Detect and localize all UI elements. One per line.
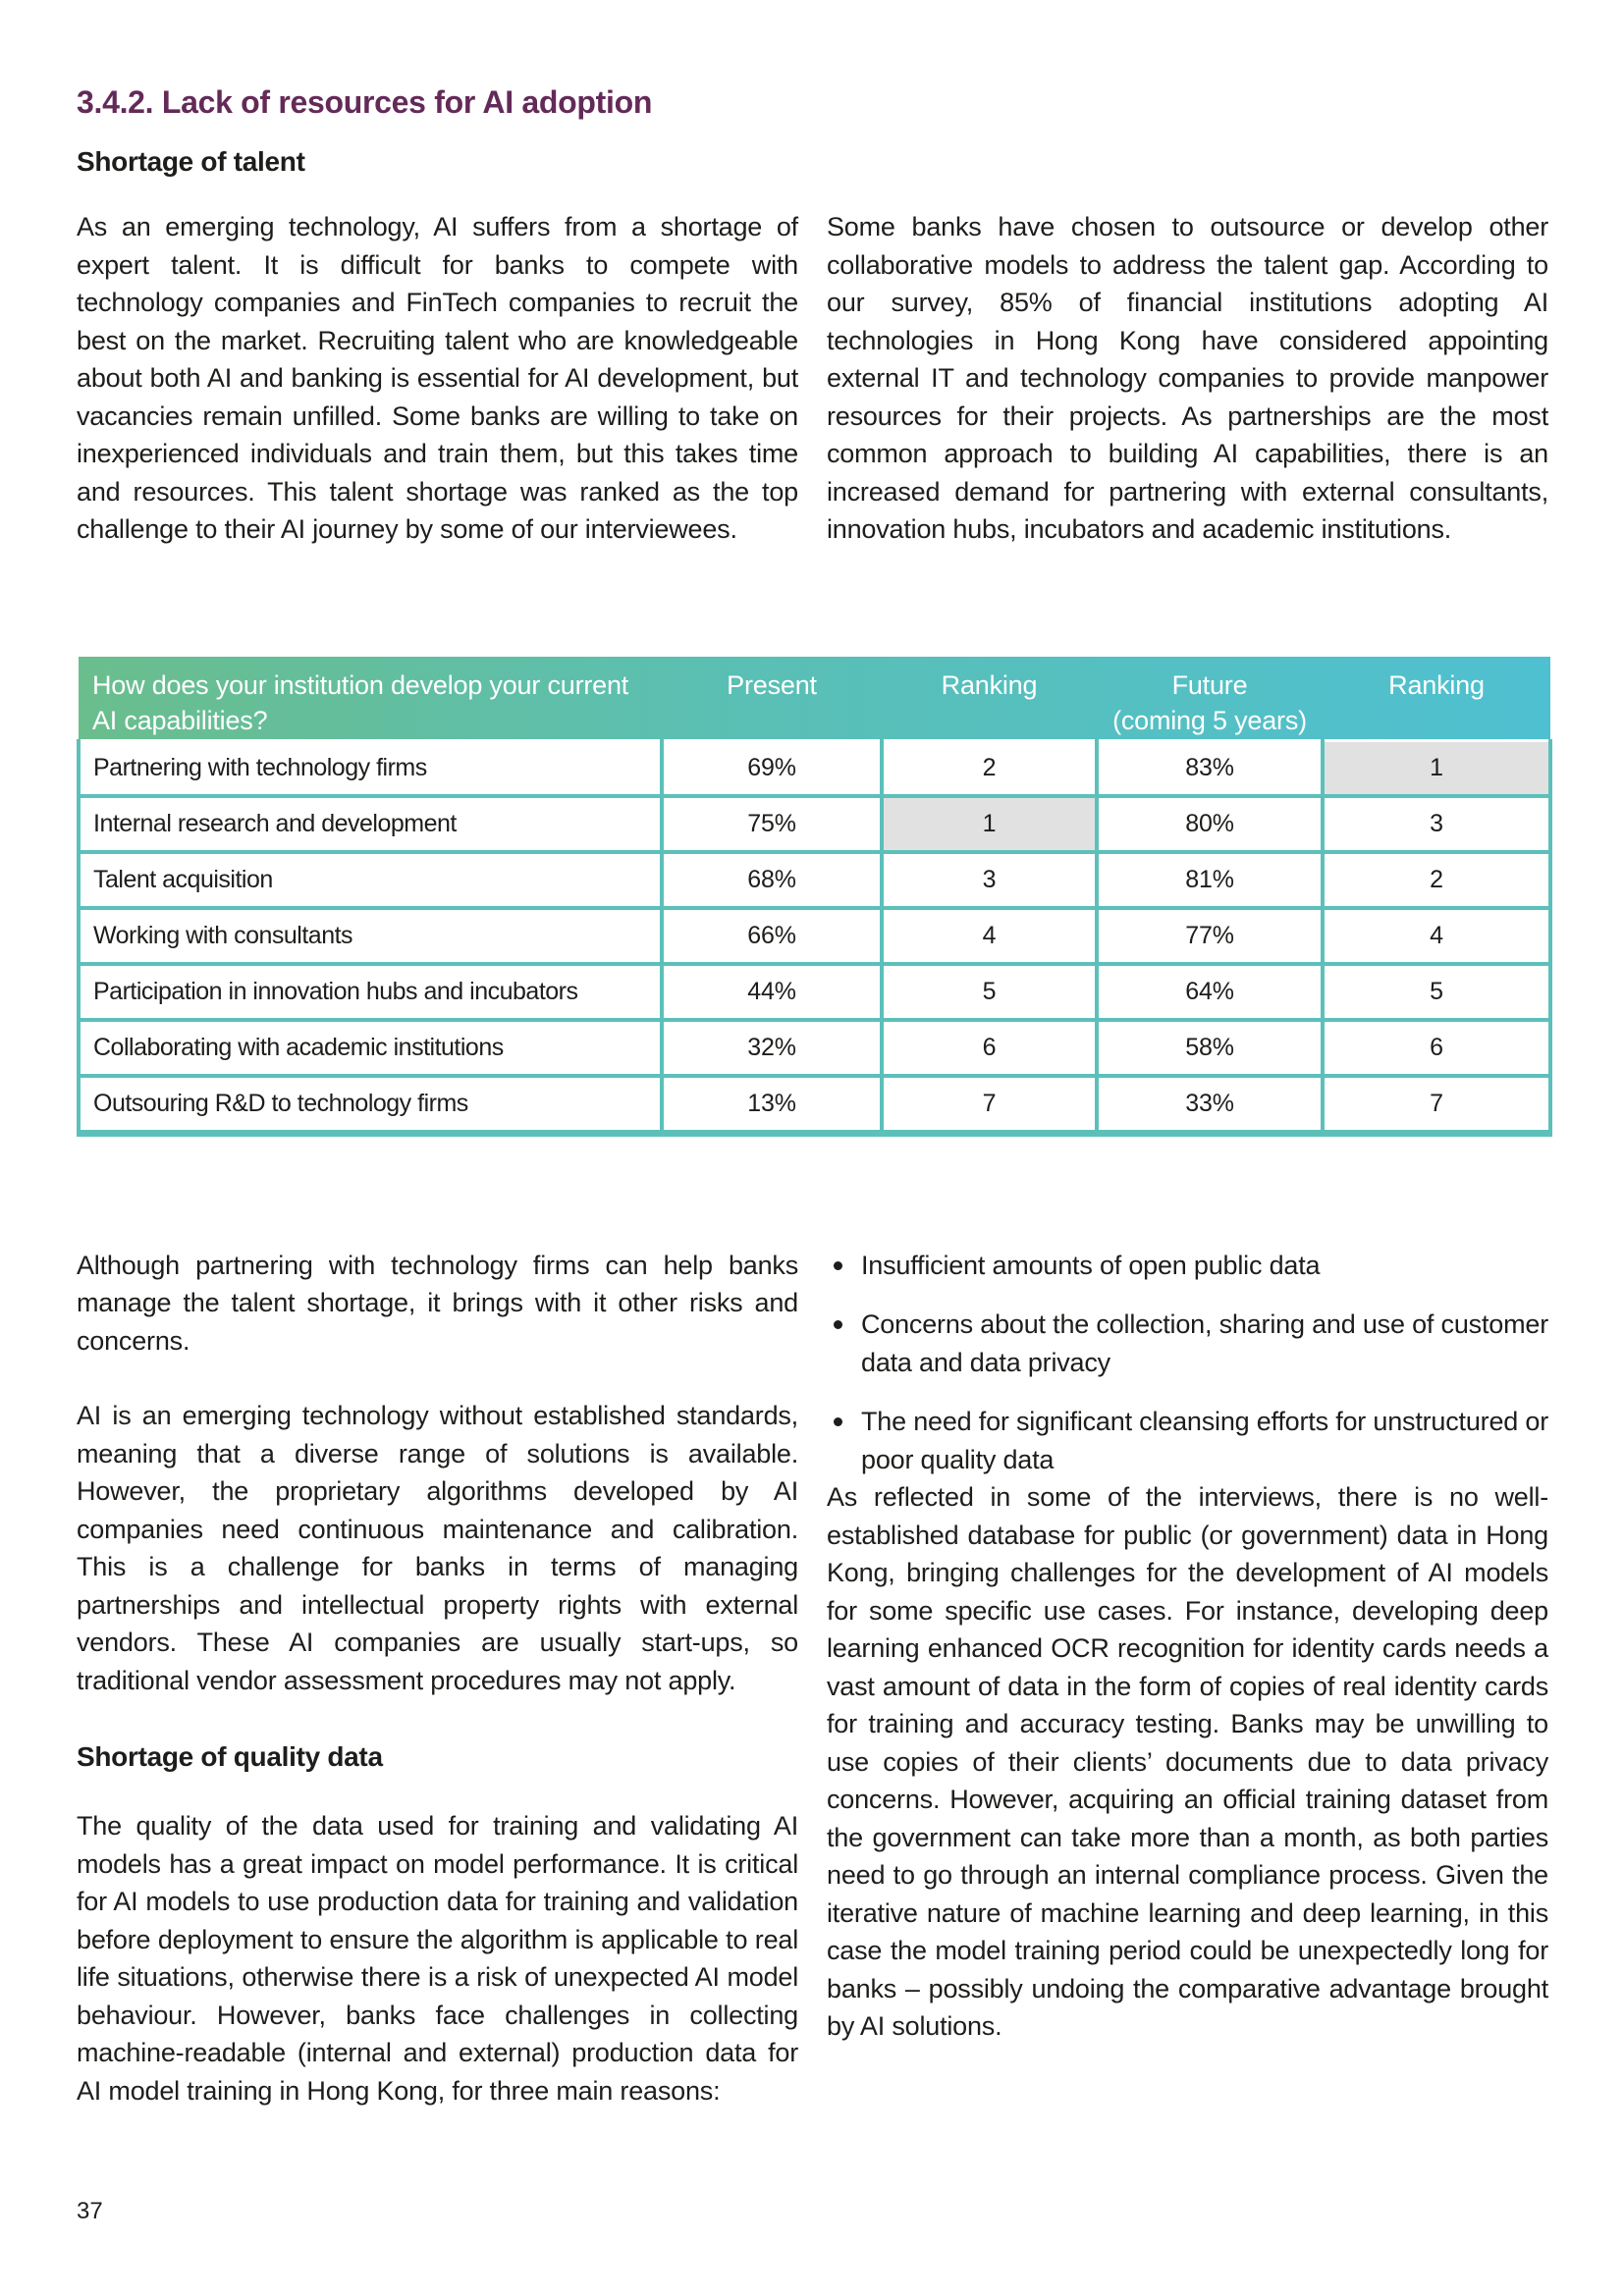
cell-ranking-present: 7 [882, 1076, 1097, 1134]
cell-present: 75% [662, 796, 882, 852]
intro-left-column [77, 208, 798, 549]
list-item [827, 1247, 1548, 1285]
table-row [79, 964, 1550, 1020]
cell-ranking-future: 6 [1323, 1020, 1550, 1076]
cell-present: 69% [662, 740, 882, 796]
body-left-column [77, 1247, 798, 2110]
cell-ranking-present: 6 [882, 1020, 1097, 1076]
cell-label: Internal research and development [79, 796, 662, 852]
column-header-present: Present [727, 669, 817, 700]
column-header-future [1097, 657, 1323, 741]
cell-ranking-future: 2 [1323, 852, 1550, 908]
cell-ranking-future-highlighted: 1 [1323, 740, 1550, 796]
cell-future: 81% [1097, 852, 1323, 908]
intro-left-paragraph: As an emerging technology, AI suffers from a shortage of expert talent. It is difficult for banks to compete with technology companies and FinTech companies to recruit the best on the market. Recruiting talent who are knowledgeable about both AI and banking is essential for AI development, but vacancies remain unfilled. Some banks are willing to take on inexperienced individuals and train them, but this takes time and resources. This talent shortage was ranked as the top challenge to their AI journey by some of our interviewees. [77, 212, 798, 544]
page-number: 37 [77, 2198, 103, 2224]
body-left-paragraph-1: Although partnering with technology firms can help banks manage the talent shortage, it brings with it other risks and concerns. [77, 1250, 798, 1356]
intro-right-column [827, 208, 1548, 549]
cell-present: 68% [662, 852, 882, 908]
bullet-text: Insufficient amounts of open public data [861, 1250, 1321, 1280]
cell-label: Talent acquisition [79, 852, 662, 908]
table-row [79, 1020, 1550, 1076]
cell-present: 32% [662, 1020, 882, 1076]
cell-ranking-present: 5 [882, 964, 1097, 1020]
cell-future: 77% [1097, 908, 1323, 964]
cell-future: 64% [1097, 964, 1323, 1020]
cell-future: 80% [1097, 796, 1323, 852]
cell-label: Partnering with technology firms [79, 740, 662, 796]
bullet-dot-icon [834, 1417, 842, 1426]
subheading-shortage-of-talent: Shortage of talent [77, 146, 305, 177]
section-heading: 3.4.2. Lack of resources for AI adoption [77, 84, 653, 120]
list-item [827, 1403, 1548, 1478]
cell-label: Collaborating with academic institutions [79, 1020, 662, 1076]
table-header-row [79, 657, 1550, 741]
cell-ranking-present-highlighted: 1 [882, 796, 1097, 852]
cell-present: 66% [662, 908, 882, 964]
cell-label: Outsouring R&D to technology firms [79, 1076, 662, 1134]
cell-ranking-present: 4 [882, 908, 1097, 964]
cell-ranking-future: 4 [1323, 908, 1550, 964]
list-item [827, 1306, 1548, 1381]
cell-future: 58% [1097, 1020, 1323, 1076]
bullet-text: Concerns about the collection, sharing and use of customer data and data privacy [861, 1309, 1548, 1377]
bullet-dot-icon [834, 1261, 842, 1270]
table-row [79, 796, 1550, 852]
cell-ranking-present: 3 [882, 852, 1097, 908]
table-question-header: How does your institution develop your current AI capabilities? [92, 669, 629, 735]
body-left-paragraph-3: The quality of the data used for training and validating AI models has a great impact on model performance. It is critical for AI models to use production data for training and validation before deployment to ensure the algorithm is applicable to real life situations, otherwise there is a risk of unexpected AI model behaviour. However, banks face challenges in collecting machine-readable (internal and external) production data for AI model training in Hong Kong, for three main reasons: [77, 1811, 798, 2106]
body-columns [77, 1247, 1548, 2110]
column-header-future-sublabel: (coming 5 years) [1112, 705, 1307, 735]
cell-ranking-future: 7 [1323, 1076, 1550, 1134]
body-left-paragraph-2: AI is an emerging technology without established standards, meaning that a diverse range of solutions is available. However, the proprietary algorithms developed by AI companies need continuous maintenance and calibration. This is a challenge for banks in terms of managing partnerships and intellectual property rights with external vendors. These AI companies are usually start-ups, so traditional vendor assessment procedures may not apply. [77, 1401, 798, 1695]
table-row [79, 740, 1550, 796]
data-challenges-list [827, 1247, 1548, 1479]
table-row [79, 852, 1550, 908]
column-header-ranking-present: Ranking [941, 669, 1038, 700]
table-row [79, 1076, 1550, 1134]
subheading-shortage-of-quality-data: Shortage of quality data [77, 1741, 383, 1772]
table-row [79, 908, 1550, 964]
cell-future: 33% [1097, 1076, 1323, 1134]
intro-columns [77, 208, 1548, 549]
bullet-text: The need for significant cleansing efforts for unstructured or poor quality data [861, 1407, 1548, 1474]
column-header-ranking-future: Ranking [1388, 669, 1485, 700]
column-header-future-label: Future [1171, 669, 1248, 700]
cell-future: 83% [1097, 740, 1323, 796]
ai-capabilities-table [77, 657, 1552, 1137]
cell-ranking-future: 5 [1323, 964, 1550, 1020]
cell-present: 13% [662, 1076, 882, 1134]
bullet-dot-icon [834, 1320, 842, 1329]
cell-ranking-future: 3 [1323, 796, 1550, 852]
body-right-paragraph: As reflected in some of the interviews, there is no well-established database for public (or government) data in Hong Kong, bringing challenges for the development of AI models for some specific use cases. For instance, developing deep learning enhanced OCR recognition for identity cards needs a vast amount of data in the form of copies of real identity cards for training and accuracy testing. Banks may be unwilling to use copies of their clients’ documents due to data privacy concerns. However, acquiring an official training dataset from the government can take more than a month, as both parties need to go through an internal compliance process. Given the iterative nature of machine learning and deep learning, in this case the model training period could be unexpectedly long for banks – possibly undoing the comparative advantage brought by AI solutions. [827, 1482, 1548, 2041]
cell-present: 44% [662, 964, 882, 1020]
intro-right-paragraph: Some banks have chosen to outsource or develop other collaborative models to address the talent gap. According to our survey, 85% of financial institutions adopting AI technologies in Hong Kong have considered appointing external IT and technology companies to provide manpower resources for their projects. As partnerships are the most common approach to building AI capabilities, there is an increased demand for partnering with external consultants, innovation hubs, incubators and academic institutions. [827, 212, 1548, 544]
cell-ranking-present: 2 [882, 740, 1097, 796]
cell-label: Participation in innovation hubs and incubators [79, 964, 662, 1020]
body-right-column [827, 1247, 1548, 2110]
cell-label: Working with consultants [79, 908, 662, 964]
